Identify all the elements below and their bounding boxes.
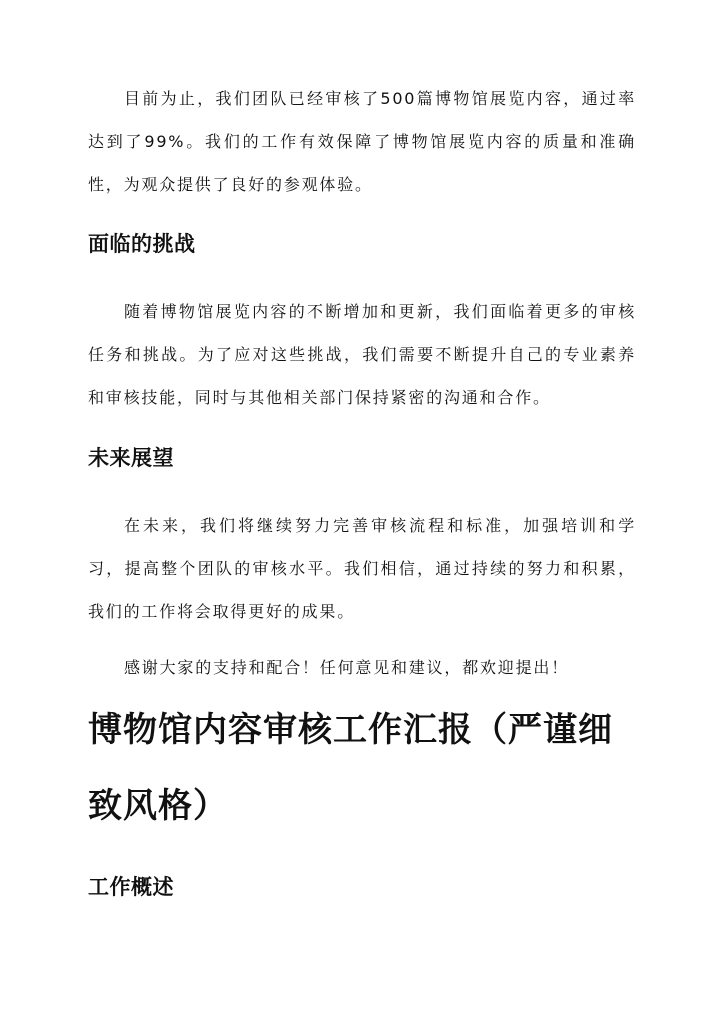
outlook-paragraph: 在未来，我们将继续努力完善审核流程和标准，加强培训和学习，提高整个团队的审核水平。我们相信，通过持续的努力和积累，我们的工作将会取得更好的成果。 <box>88 516 636 621</box>
overview-heading: 工作概述 <box>88 875 174 899</box>
challenges-paragraph: 随着博物馆展览内容的不断增加和更新，我们面临着更多的审核任务和挑战。为了应对这些挑战，我们需要不断提升自己的专业素养和审核技能，同时与其他相关部门保持紧密的沟通和合作。 <box>88 302 636 407</box>
thanks-paragraph: 感谢大家的支持和配合！任何意见和建议，都欢迎提出！ <box>124 658 570 677</box>
results-paragraph: 目前为止，我们团队已经审核了500篇博物馆展览内容，通过率达到了99%。我们的工作有效保障了博物馆展览内容的质量和准确性，为观众提供了良好的参观体验。 <box>88 89 636 194</box>
report-title: 博物馆内容审核工作汇报（严谨细致风格） <box>88 710 613 826</box>
challenges-heading: 面临的挑战 <box>88 232 196 256</box>
outlook-heading: 未来展望 <box>88 446 174 470</box>
